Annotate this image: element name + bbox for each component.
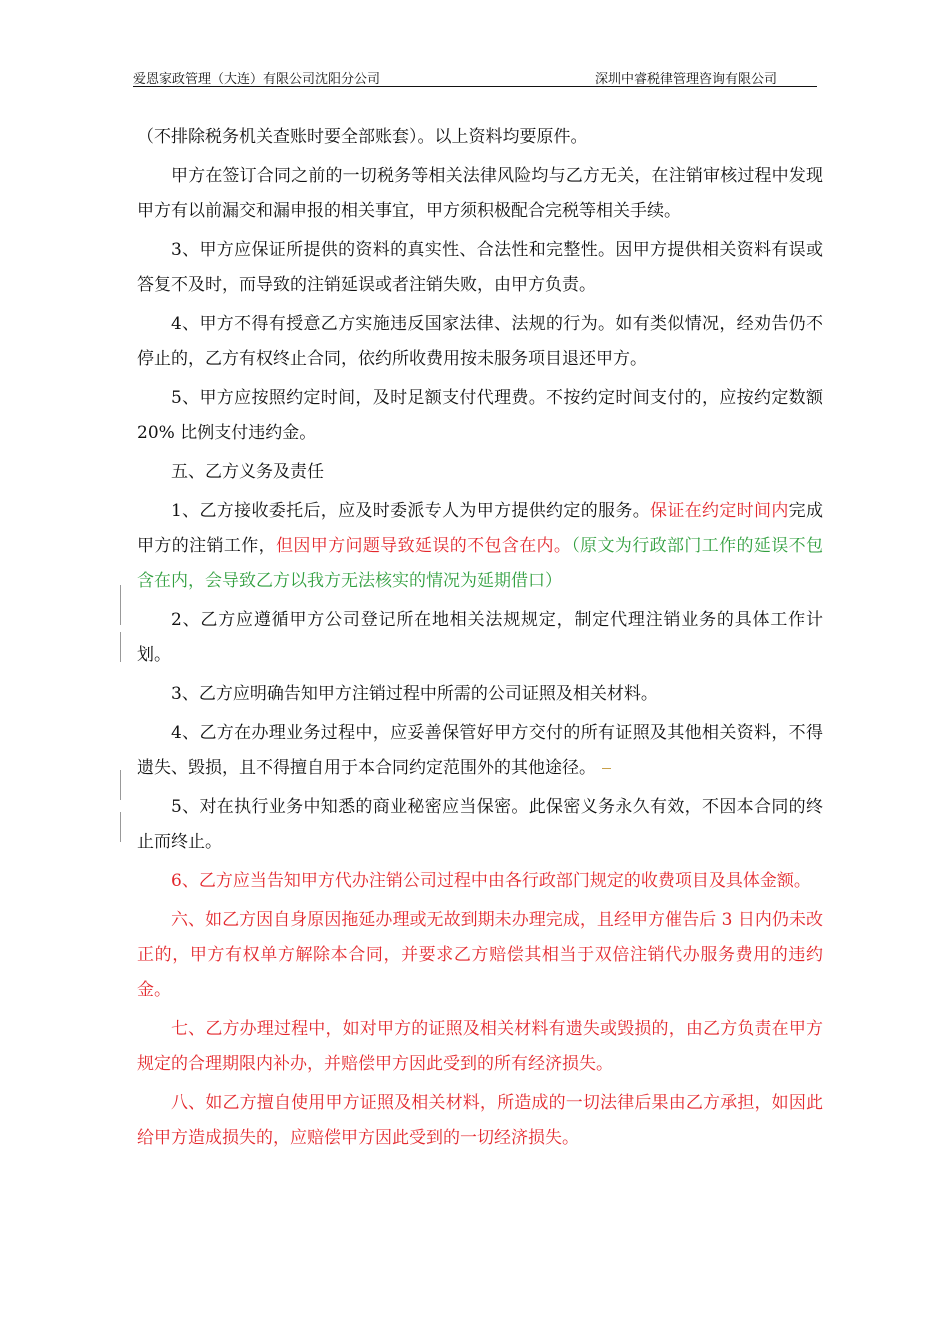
change-bar	[120, 812, 121, 842]
paragraph: 甲方在签订合同之前的一切税务等相关法律风险均与乙方无关，在注销审核过程中发现甲方有以前漏交和漏申报的相关事宜，甲方须积极配合完税等相关手续。	[137, 166, 823, 221]
paragraph: 3、甲方应保证所提供的资料的真实性、合法性和完整性。因甲方提供相关资料有误或答复不及时，而导致的注销延误或者注销失败，由甲方负责。	[137, 240, 823, 295]
paragraph: 3、乙方应明确告知甲方注销过程中所需的公司证照及相关材料。	[171, 684, 658, 704]
change-bar	[120, 770, 121, 800]
document-body	[137, 120, 823, 1156]
header-left-company: 爱恩家政管理（大连）有限公司沈阳分公司	[133, 72, 381, 87]
page-header	[133, 66, 817, 87]
change-bar	[120, 585, 121, 625]
paragraph: 2、乙方应遵循甲方公司登记所在地相关法规规定，制定代理注销业务的具体工作计划。	[137, 610, 823, 665]
paragraph	[137, 494, 823, 599]
header-right-company: 深圳中睿税律管理咨询有限公司	[594, 72, 777, 87]
paragraph-revised: 七、乙方办理过程中，如对甲方的证照及相关材料有遗失或毁损的，由乙方负责在甲方规定的合理期限内补办，并赔偿甲方因此受到的所有经济损失。	[137, 1019, 823, 1074]
paragraph-revised: 6、乙方应当告知甲方代办注销公司过程中由各行政部门规定的收费项目及具体金额。	[171, 871, 811, 891]
change-bar	[120, 632, 121, 662]
revision-comment: （原文为行政部门工作的延误不包含在内，会导致乙方以我方无法核实的情况为延期借口）	[137, 536, 824, 591]
paragraph	[137, 716, 823, 786]
section-heading: 五、乙方义务及责任	[171, 462, 324, 482]
paragraph-text: 4、乙方在办理业务过程中，应妥善保管好甲方交付的所有证照及其他相关资料，不得遗失、毁损，且不得擅自用于本合同约定范围外的其他途径。	[137, 723, 823, 778]
paragraph-text: 完成甲方的注销工作，	[137, 501, 824, 556]
paragraph-text: 1、乙方接收委托后，应及时委派专人为甲方提供约定的服务。	[171, 501, 651, 521]
paragraph: （不排除税务机关查账时要全部账套）。以上资料均要原件。	[137, 127, 588, 147]
revision-insert: 保证在约定时间内	[650, 501, 789, 521]
paragraph-revised: 八、如乙方擅自使用甲方证照及相关材料，所造成的一切法律后果由乙方承担，如因此给甲方造成损失的，应赔偿甲方因此受到的一切经济损失。	[137, 1093, 823, 1148]
paragraph: 4、甲方不得有授意乙方实施违反国家法律、法规的行为。如有类似情况，经劝告仍不停止的，乙方有权终止合同，依约所收费用按未服务项目退还甲方。	[137, 314, 823, 369]
paragraph-revised: 六、如乙方因自身原因拖延办理或无故到期未办理完成，且经甲方催告后 3 日内仍未改正的，甲方有权单方解除本合同，并要求乙方赔偿其相当于双倍注销代办服务费用的违约金。	[137, 910, 823, 1000]
revision-mark-icon	[602, 768, 611, 769]
revision-insert: 但因甲方问题导致延误的不包含在内。	[275, 536, 572, 556]
paragraph: 5、甲方应按照约定时间，及时足额支付代理费。不按约定时间支付的，应按约定数额 20% 比例支付违约金。	[137, 388, 823, 443]
paragraph: 5、对在执行业务中知悉的商业秘密应当保密。此保密义务永久有效，不因本合同的终止而终止。	[137, 797, 823, 852]
